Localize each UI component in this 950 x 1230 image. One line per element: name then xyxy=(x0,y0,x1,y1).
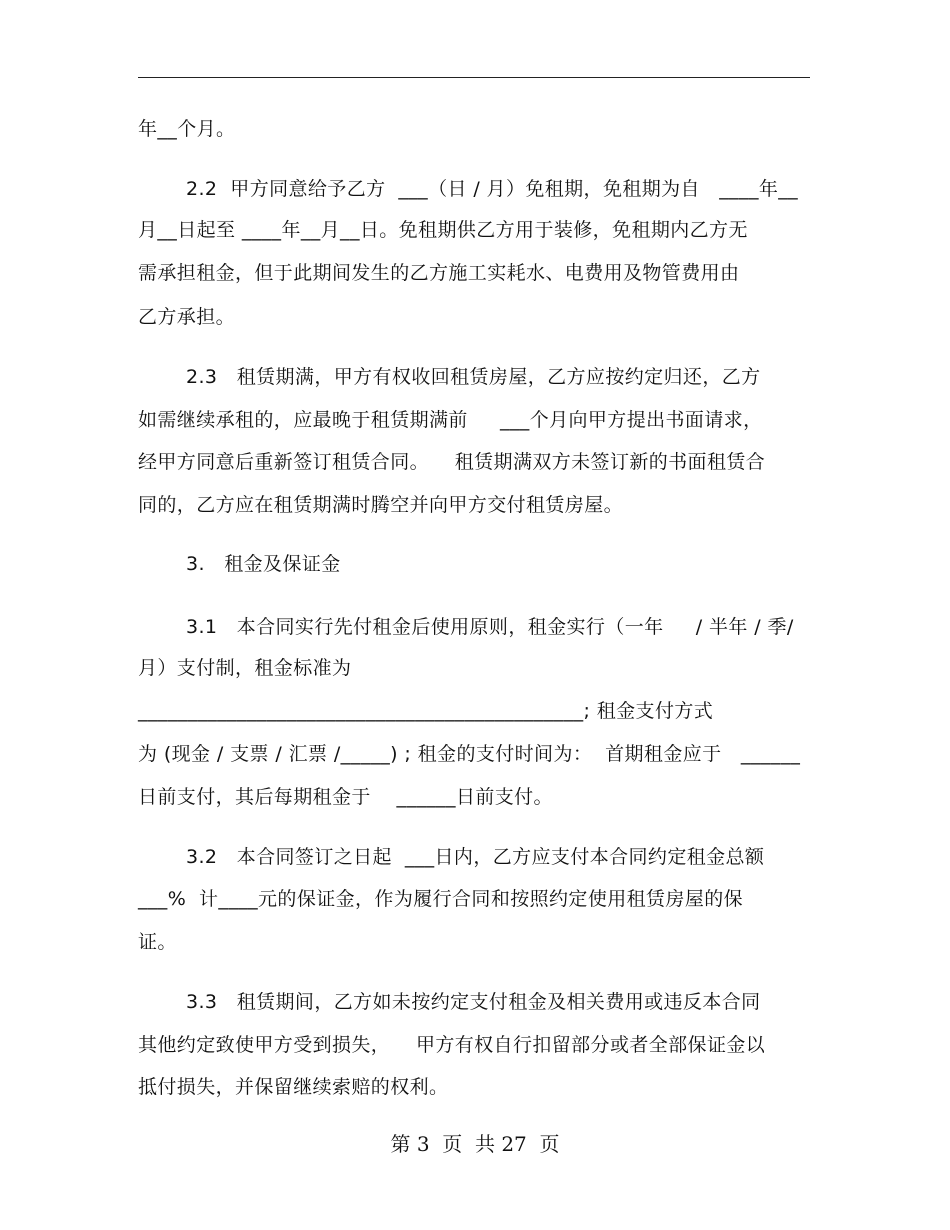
text-line: 同的，乙方应在租赁期满时腾空并向甲方交付租赁房屋。 xyxy=(138,494,624,516)
clause-3-1-line: 3.1 本合同实行先付租金后使用原则，租金实行（一年 / 半年 / 季/ xyxy=(186,616,794,638)
text-line: 为 (现金 / 支票 / 汇票 /_____) ; 租金的支付时间为： 首期租金应于 ______ xyxy=(138,743,801,765)
clause-3-2-line: 3.2 本合同签订之日起 ___日内，乙方应支付本合同约定租金总额 xyxy=(186,846,765,868)
text-line: 其他约定致使甲方受到损失， 甲方有权自行扣留部分或者全部保证金以 xyxy=(138,1034,766,1056)
text-line: 证。 xyxy=(138,931,177,953)
header-rule xyxy=(138,77,810,78)
text-line: 乙方承担。 xyxy=(138,306,236,328)
clause-2-2-line: 2.2 甲方同意给予乙方 ___（日 / 月）免租期，免租期为自 ____年__ xyxy=(186,178,799,200)
text-line: 年__个月。 xyxy=(138,118,236,140)
clause-3-3-line: 3.3 租赁期间，乙方如未按约定支付租金及相关费用或违反本合同 xyxy=(186,991,761,1013)
section-3-heading: 3. 租金及保证金 xyxy=(186,553,341,575)
text-line: ___% 计____元的保证金，作为履行合同和按照约定使用租赁房屋的保 xyxy=(138,888,744,910)
text-line: 月__日起至 ____年__月__日。免租期供乙方用于装修，免租期内乙方无 xyxy=(138,219,748,241)
text-line: 需承担租金，但于此期间发生的乙方施工实耗水、电费用及物管费用由 xyxy=(138,262,740,284)
clause-2-3-line: 2.3 租赁期满，甲方有权收回租赁房屋，乙方应按约定归还，乙方 xyxy=(186,366,761,388)
text-line: 月）支付制，租金标准为 xyxy=(138,657,352,679)
text-line: 如需继续承租的，应最晚于租赁期满前 ___个月向甲方提出书面请求， xyxy=(138,409,763,431)
text-line: 日前支付，其后每期租金于 ______日前支付。 xyxy=(138,786,553,808)
text-line: 抵付损失，并保留继续索赔的权利。 xyxy=(138,1076,449,1098)
text-line: 经甲方同意后重新签订租赁合同。 租赁期满双方未签订新的书面租赁合 xyxy=(138,451,766,473)
page-number-footer: 第 3 页 共 27 页 xyxy=(390,1132,560,1156)
text-line: _____________________________________________; 租金支付方式 xyxy=(138,700,714,722)
